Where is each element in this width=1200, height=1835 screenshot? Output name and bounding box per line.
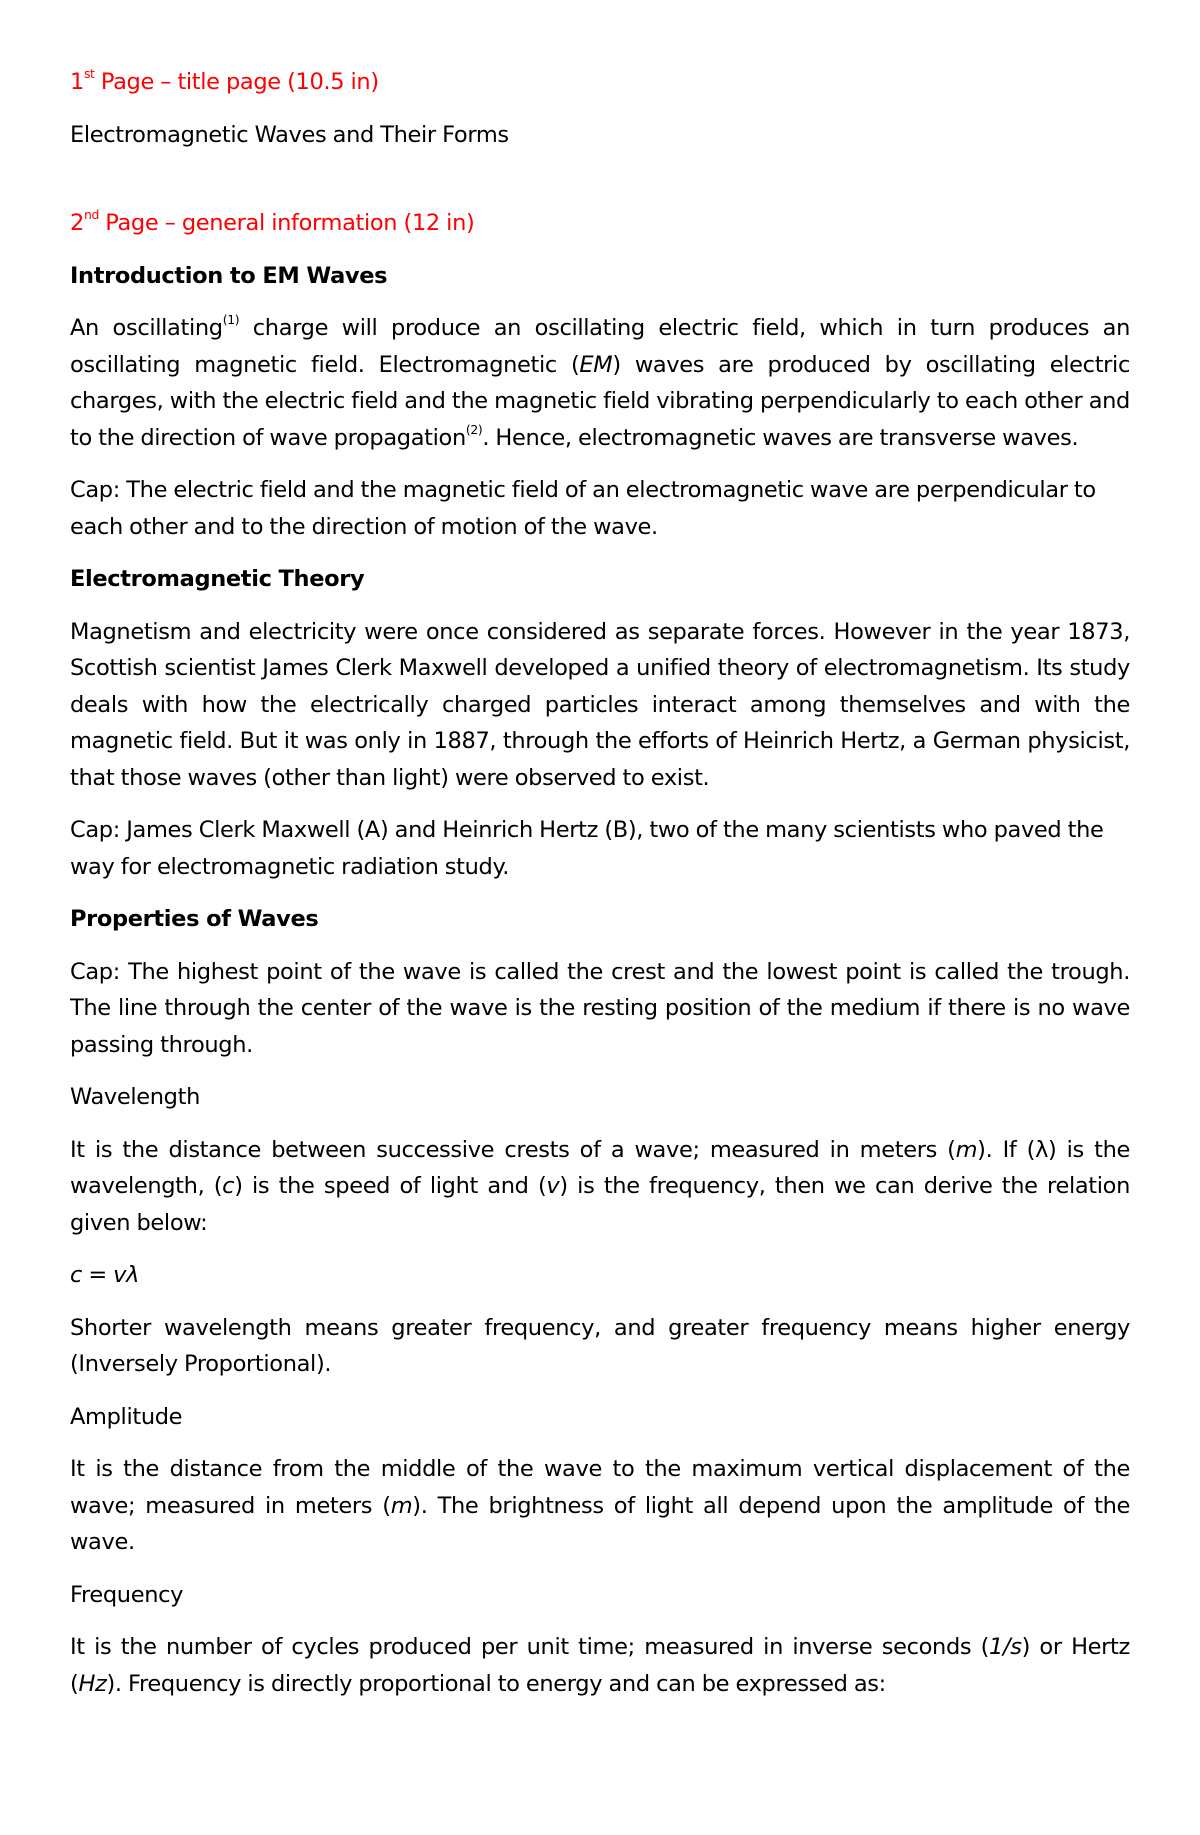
document-title: Electromagnetic Waves and Their Forms [70,121,509,148]
amplitude-heading: Amplitude [70,1403,183,1430]
page1-label: 1st Page – title page (10.5 in) [70,66,379,95]
wavelength-paragraph: It is the distance between successive crests of a wave; measured in meters (m). If (λ) is the wavelength, (c) is the speed of light and (v) is the frequency, then we can derive the relation given below: [70,1136,1130,1236]
frequency-heading: Frequency [70,1581,184,1608]
frequency-paragraph: It is the number of cycles produced per unit time; measured in inverse seconds (1/s) or Hertz (Hz). Frequency is directly proportional to energy and can be expressed as: [70,1634,1130,1697]
theory-heading: Electromagnetic Theory [70,566,365,592]
properties-caption: Cap: The highest point of the wave is called the crest and the lowest point is called the trough. The line through the center of the wave is the resting position of the medium if there is no wave passing through. [70,958,1130,1058]
wavelength-formula: c = vλ [70,1262,140,1288]
page2-label: 2nd Page – general information (12 in) [70,207,475,236]
wavelength-paragraph-2: Shorter wavelength means greater frequency, and greater frequency means higher energy (Inversely Proportional). [70,1314,1130,1377]
theory-paragraph: Magnetism and electricity were once considered as separate forces. However in the year 1873, Scottish scientist James Clerk Maxwell developed a unified theory of electromagnetism. Its study deals with how the electrically charged particles interact among themselves and with the magnetic field. But it was only in 1887, through the efforts of Heinrich Hertz, a German physicist, that those waves (other than light) were observed to exist. [70,618,1130,791]
intro-caption: Cap: The electric field and the magnetic field of an electromagnetic wave are perpendicular to each other and to the direction of motion of the wave. [70,477,1096,540]
properties-heading: Properties of Waves [70,906,319,932]
spacer [70,169,1130,205]
wavelength-heading: Wavelength [70,1084,200,1110]
theory-caption: Cap: James Clerk Maxwell (A) and Heinrich Hertz (B), two of the many scientists who paved the way for electromagnetic radiation study. [70,817,1104,880]
intro-paragraph: An oscillating$^{(1)}$ charge will produce an oscillating electric field, which in turn produces an oscillating magnetic field. Electromagnetic (EM) waves are produced by oscillating electric charges, with the electric field and the magnetic field vibrating perpendicularly to each other and to the direction of wave propagation$^{(2)}$. Hence, electromagnetic waves are transverse waves. [70,312,1131,451]
amplitude-paragraph: It is the distance from the middle of the wave to the maximum vertical displacement of the wave; measured in meters (m). The brightness of light all depend upon the amplitude of the wave. [70,1456,1130,1555]
intro-heading: Introduction to EM Waves [70,262,388,289]
